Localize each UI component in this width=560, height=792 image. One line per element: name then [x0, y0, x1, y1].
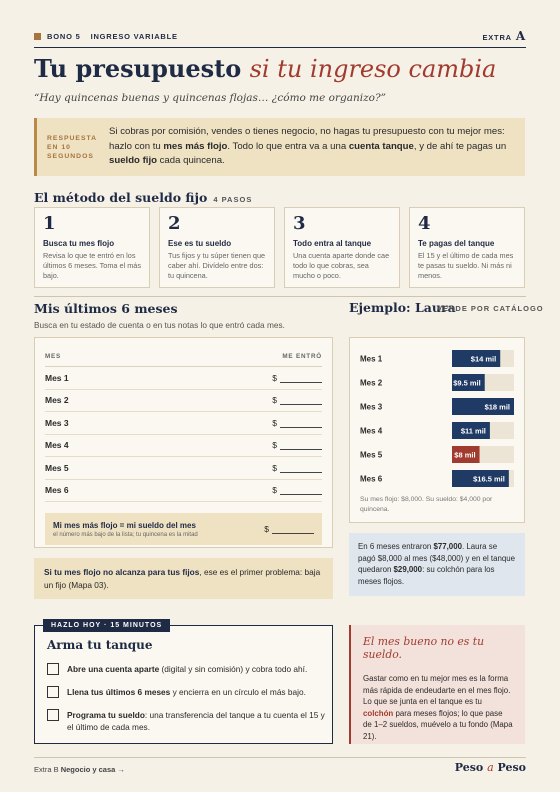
task-item: Llena tus últimos 6 meses y encierra en un círculo el más bajo. [47, 686, 325, 698]
warning-box: Si tu mes flojo no alcanza para tus fijos, ese es el primer problema: baja un fijo (Mapa 03). [34, 558, 333, 599]
step-title: Te pagas del tanque [418, 239, 495, 248]
pull-quote-text: Gastar como en tu mejor mes es la forma más rápida de endeudarte en el mes flojo. Lo que se junta en el tanque es tu colchón para meses flojos; lo que pase de 1–2 sueldos, muévelo a tu fondo (Mapa 21). [363, 674, 513, 741]
top-rule [34, 47, 526, 48]
min-amount-blank[interactable] [272, 525, 314, 534]
chart-category-label: Mes 6 [360, 474, 383, 484]
amount-blank[interactable] [280, 396, 322, 405]
example-tag: VENDE POR CATÁLOGO [437, 304, 544, 313]
month-row: Mes 2 $ [45, 390, 322, 413]
step-card [284, 207, 400, 288]
example-chart [349, 337, 525, 523]
section-marker-icon [34, 33, 41, 40]
step-card [34, 207, 150, 288]
step-card [409, 207, 525, 288]
chart-category-label: Mes 4 [360, 426, 383, 436]
task-item: Abre una cuenta aparte (digital y sin comisión) y cobra todo ahí. [47, 663, 325, 675]
min-month-label: Mi mes más flojo = mi sueldo del mes [53, 520, 196, 530]
chart-value-label: $8 mil [454, 450, 476, 460]
months-worksheet [34, 337, 333, 548]
page-subtitle: “Hay quincenas buenas y quincenas flojas… ¿cómo me organizo?” [34, 92, 386, 104]
step-number: 3 [293, 213, 306, 234]
step-description: Tus fijos y tu súper tienen que caber ahí. Divídelo entre dos: tu quincena. [168, 251, 266, 280]
chart-note: Su mes flojo: $8,000. Su sueldo: $4,000 por quincena. [360, 496, 493, 513]
next-extra-link[interactable]: Extra B Negocio y casa → [34, 765, 125, 774]
month-row: Mes 6 $ [45, 480, 322, 503]
min-month-box: Mi mes más flojo = mi sueldo del mes el número más bajo de la lista; tu quincena es la mitad $ [45, 513, 322, 545]
summary-box: En 6 meses entraron $77,000. Laura se pagó $8,000 al mes ($48,000) y en el tanque quedaron $29,000: su colchón para los meses flojos. [349, 533, 525, 596]
step-title: Ese es tu sueldo [168, 239, 232, 248]
step-number: 1 [43, 213, 56, 234]
step-description: Revisa lo que te entró en los últimos 6 meses. Toma el más bajo. [43, 251, 142, 280]
step-description: Una cuenta aparte donde cae todo lo que cobras, sea mucho o poco. [293, 251, 390, 280]
task-label: HAZLO HOY · 15 MINUTOS [43, 619, 170, 632]
quick-answer-label: RESPUESTA EN 10 SEGUNDOS [47, 134, 97, 160]
chart-value-label: $16.5 mil [473, 474, 505, 484]
method-heading: El método del sueldo fijo 4 PASOS [34, 190, 253, 205]
chart-value-label: $11 mil [460, 426, 486, 436]
amount-blank[interactable] [280, 374, 322, 383]
month-row: Mes 1 $ [45, 367, 322, 390]
brand-logo: Peso a Peso [454, 761, 526, 774]
task-checkbox[interactable] [47, 663, 59, 675]
month-row: Mes 5 $ [45, 457, 322, 480]
month-row: Mes 3 $ [45, 412, 322, 435]
chart-category-label: Mes 3 [360, 402, 383, 412]
chart-category-label: Mes 1 [360, 354, 383, 364]
extra-tag: EXTRA A [482, 29, 526, 43]
amount-blank[interactable] [280, 441, 322, 450]
worksheet-header [45, 353, 322, 367]
task-item: Programa tu sueldo: una transferencia del tanque a tu cuenta el 15 y el último de cada mes. [47, 709, 325, 733]
page-title: Tu presupuesto si tu ingreso cambia [34, 54, 497, 83]
bono-tag: BONO 5 [47, 31, 81, 41]
chart-category-label: Mes 2 [360, 378, 383, 388]
min-month-note: el número más bajo de la lista; tu quincena es la mitad [53, 531, 198, 538]
top-bar [34, 28, 526, 44]
month-column-header: MES [45, 353, 62, 360]
step-number: 2 [168, 213, 181, 234]
income-bar-chart [350, 338, 526, 488]
pull-quote-box [349, 625, 525, 744]
chart-value-label: $14 mil [470, 354, 497, 364]
chart-value-label: $18 mil [484, 402, 510, 412]
quick-answer-text: Si cobras por comisión, vendes o tienes negocio, no hagas tu presupuesto con tu mejor mes: hazlo con tu mes más flojo. Todo lo que entra va a una cuenta tanque, y de ahí te pagas un sueldo fijo cada quincena. [109, 126, 507, 167]
months-heading: Mis últimos 6 meses [34, 301, 178, 316]
step-number: 4 [418, 213, 431, 234]
example-heading: Ejemplo: Laura [349, 300, 456, 315]
chart-category-label: Mes 5 [360, 450, 383, 460]
step-title: Todo entra al tanque [293, 239, 372, 248]
chart-value-label: $9.5 mil [453, 378, 481, 388]
quick-answer-box [34, 118, 525, 176]
task-checkbox[interactable] [47, 686, 59, 698]
pull-quote-title: El mes bueno no es tu sueldo. [363, 635, 485, 661]
amount-blank[interactable] [280, 464, 322, 473]
task-checkbox[interactable] [47, 709, 59, 721]
step-card [159, 207, 275, 288]
task-box [34, 622, 333, 744]
method-steps [34, 207, 525, 288]
section-divider [34, 296, 526, 297]
amount-blank[interactable] [280, 486, 322, 495]
step-description: El 15 y el último de cada mes te pasas tu sueldo. Ni más ni menos. [418, 251, 514, 280]
section-tag: INGRESO VARIABLE [90, 31, 178, 41]
amount-blank[interactable] [280, 419, 322, 428]
amount-column-header: ME ENTRÓ [282, 353, 322, 360]
months-instructions: Busca en tu estado de cuenta o en tus notas lo que entró cada mes. [34, 320, 285, 330]
task-title: Arma tu tanque [47, 638, 153, 652]
month-row: Mes 4 $ [45, 435, 322, 458]
footer-rule [34, 757, 526, 758]
step-title: Busca tu mes flojo [43, 239, 115, 248]
